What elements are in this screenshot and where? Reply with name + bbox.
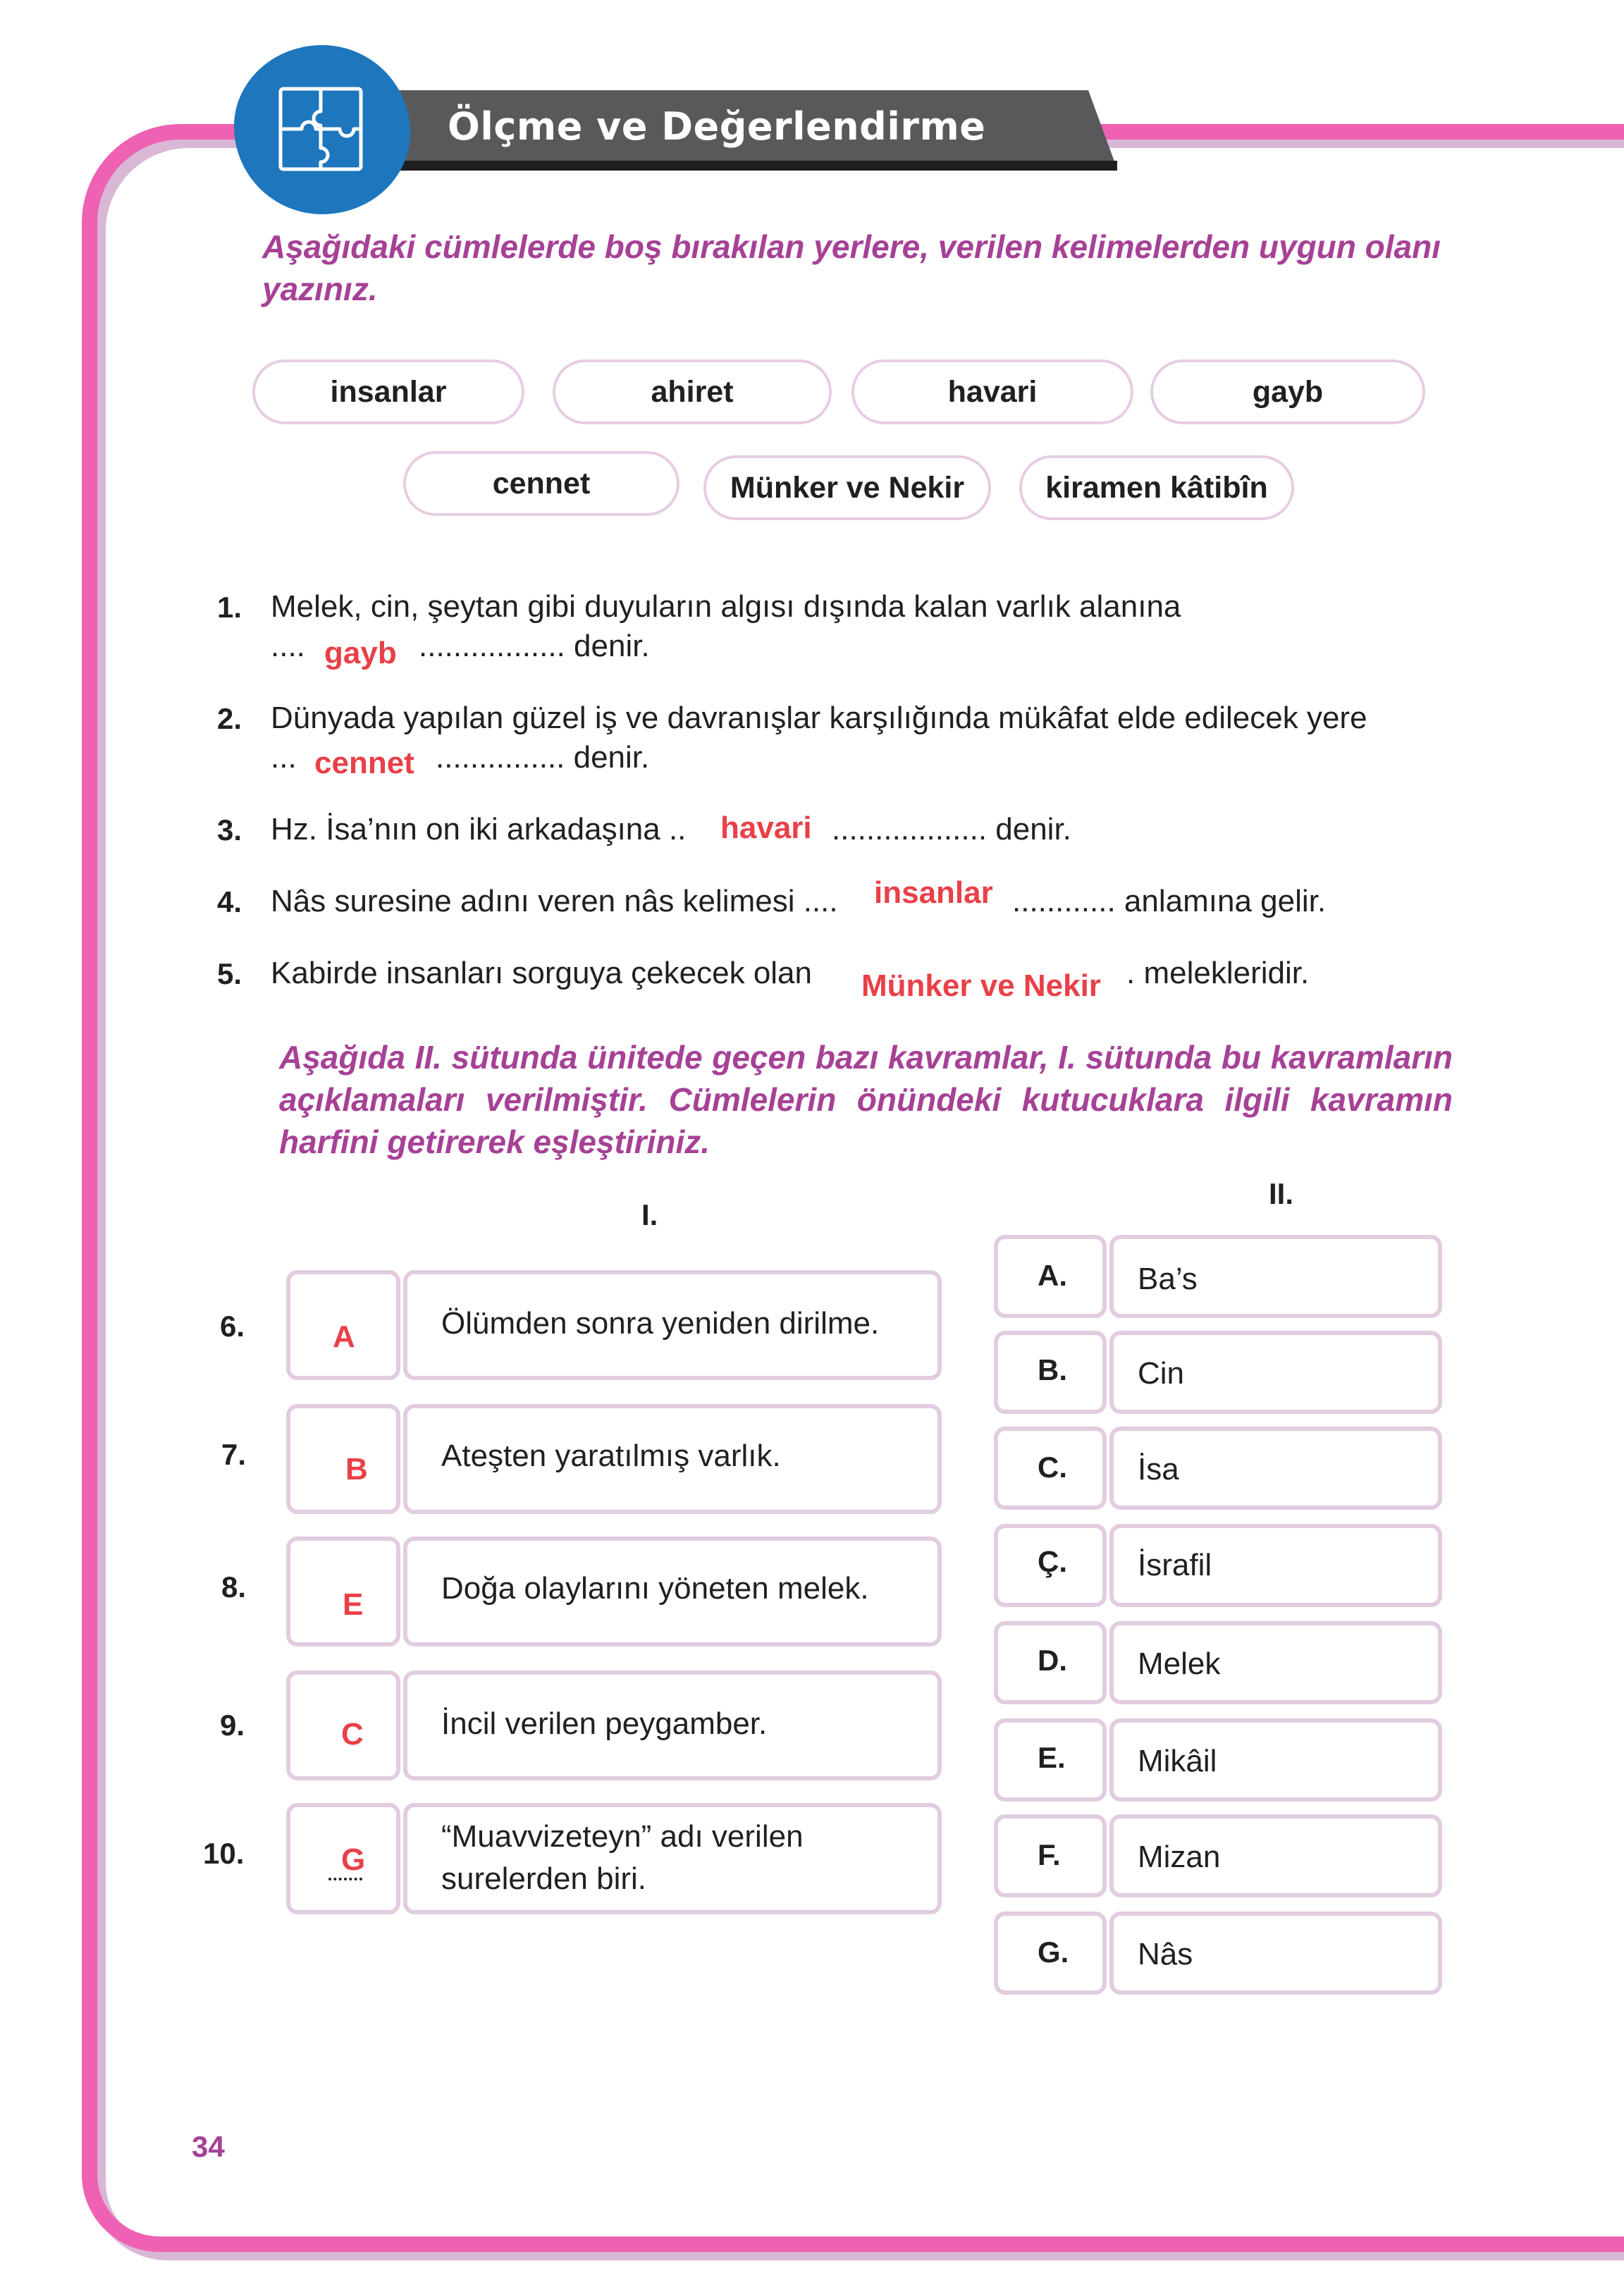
item-number: 10. (203, 1837, 245, 1870)
question-text: Dünyada yapılan güzel iş ve davranışlar karşılığında mükâfat elde edilecek yere (271, 701, 1367, 735)
question-number: 2. (217, 702, 242, 735)
question-number: 3. (217, 813, 242, 847)
concept-letter: B. (1038, 1353, 1067, 1386)
description-text: “Muavvizeteyn” adı verilen (441, 1819, 804, 1854)
blank-dots: ... (271, 740, 297, 775)
concept-letter: F. (1038, 1838, 1061, 1871)
question-text-end: ................. denir. (419, 629, 650, 663)
concept-text: İsrafil (1138, 1548, 1212, 1582)
concept-text: Mikâil (1138, 1744, 1217, 1778)
dotted-line (328, 1878, 362, 1880)
word-chip-cennet: cennet (403, 451, 679, 516)
concept-text: Cin (1138, 1356, 1185, 1391)
answer-letter: B (345, 1452, 368, 1486)
answer-text: cennet (314, 746, 414, 780)
page-title: Ölçme ve Değerlendirme (448, 104, 986, 149)
description-text: Doğa olaylarını yöneten melek. (441, 1571, 869, 1606)
answer-letter: E (343, 1587, 364, 1622)
word-chip-munker-nekir: Münker ve Nekir (703, 455, 991, 520)
question-text: Nâs suresine adını veren nâs kelimesi .... (271, 884, 838, 918)
item-number: 6. (220, 1310, 245, 1343)
word-chip-kiramen-katibin: kiramen kâtibîn (1019, 455, 1294, 520)
answer-text: havari (720, 811, 812, 845)
answer-box[interactable] (286, 1404, 400, 1514)
concept-letter: Ç. (1038, 1545, 1067, 1578)
question-text-end: ............... denir. (436, 740, 650, 775)
item-number: 9. (220, 1709, 245, 1742)
answer-text: Münker ve Nekir (861, 968, 1101, 1003)
word-chip-gayb: gayb (1150, 359, 1425, 424)
section2-instruction: Aşağıda II. sütunda ünitede geçen bazı kavramlar, I. sütunda bu kavramların açıklamaları verilmiştir. Cümlelerin önündeki kutucuklara ilgili kavramın harfini getirerek eşleştiriniz. (279, 1039, 1453, 1160)
description-text: Ateşten yaratılmış varlık. (441, 1439, 781, 1473)
answer-text: insanlar (874, 875, 993, 910)
concept-text: Melek (1138, 1646, 1221, 1681)
word-chip-havari: havari (851, 359, 1133, 424)
question-text-end: . melekleridir. (1126, 956, 1310, 990)
answer-text: gayb (324, 636, 397, 670)
concept-letter: D. (1038, 1644, 1067, 1677)
section1-instruction: Aşağıdaki cümlelerde boş bırakılan yerlere, verilen kelimelerden uygun olanı yazınız. (262, 228, 1441, 307)
word-chip-ahiret: ahiret (553, 359, 832, 424)
concept-letter: E. (1038, 1741, 1066, 1774)
blank-dots: .... (271, 629, 305, 663)
question-text: Melek, cin, şeytan gibi duyuların algısı dışında kalan varlık alanına (271, 589, 1181, 624)
description-text: İncil verilen peygamber. (441, 1706, 768, 1741)
concept-letter: G. (1038, 1935, 1069, 1969)
item-number: 7. (221, 1438, 247, 1471)
answer-letter: A (333, 1319, 355, 1354)
answer-letter: C (341, 1717, 364, 1752)
question-text: Hz. İsa’nın on iki arkadaşına .. (271, 812, 687, 847)
concept-letter: C. (1038, 1451, 1067, 1484)
description-text: surelerden biri. (441, 1861, 647, 1896)
word-chip-insanlar: insanlar (252, 359, 524, 424)
column-heading-2: II. (1269, 1177, 1294, 1210)
answer-letter: G (341, 1842, 366, 1877)
question-text-end: .................. denir. (832, 812, 1071, 847)
column-heading-1: I. (641, 1198, 658, 1231)
question-text: Kabirde insanları sorguya çekecek olan (271, 956, 813, 990)
item-number: 8. (221, 1570, 247, 1603)
question-text-end: ............ anlamına gelir. (1012, 884, 1327, 918)
concept-text: Ba’s (1138, 1262, 1198, 1296)
concept-text: Nâs (1138, 1937, 1193, 1971)
question-number: 1. (217, 591, 242, 624)
concept-text: İsa (1138, 1452, 1179, 1486)
concept-text: Mizan (1138, 1840, 1221, 1874)
header-bar-edge (395, 161, 1117, 171)
description-text: Ölümden sonra yeniden dirilme. (441, 1306, 880, 1341)
concept-letter: A. (1038, 1259, 1067, 1292)
question-number: 5. (217, 957, 242, 990)
question-number: 4. (217, 885, 242, 918)
page-number: 34 (192, 2130, 225, 2163)
puzzle-icon (275, 83, 367, 175)
